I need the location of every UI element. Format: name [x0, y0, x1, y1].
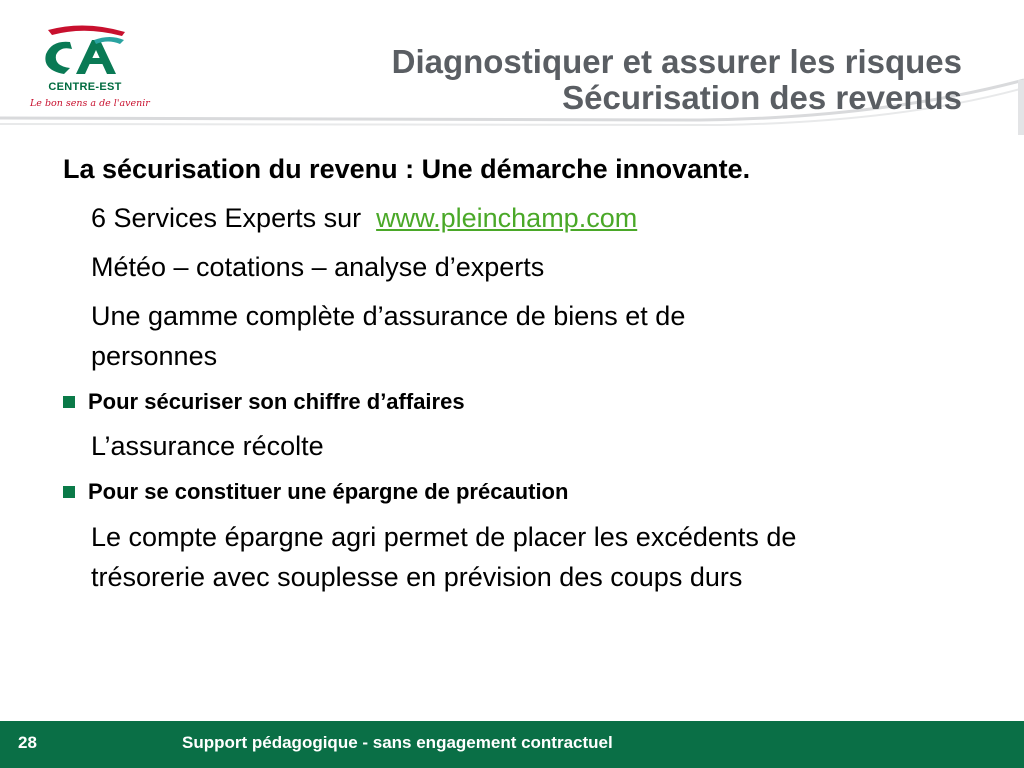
pleinchamp-link[interactable]: www.pleinchamp.com	[376, 203, 638, 233]
bullet-epargne-text: Pour se constituer une épargne de précaution	[88, 479, 569, 504]
logo-tagline: Le bon sens a de l'avenir	[30, 98, 150, 109]
list-item-compte-line2: trésorerie avec souplesse en prévision des coups durs	[91, 562, 743, 592]
slide-header	[0, 0, 1024, 135]
list-item-compte-line1: Le compte épargne agri permet de placer les excédents de	[91, 522, 797, 552]
logo-region-label: CENTRE-EST	[48, 81, 122, 93]
footer-disclaimer: Support pédagogique - sans engagement contractuel	[182, 733, 613, 752]
credit-agricole-logo	[30, 22, 150, 117]
list-item-assurance-recolte: L’assurance récolte	[91, 431, 324, 461]
square-bullet-icon	[63, 486, 75, 498]
slide-title-line2: Sécurisation des revenus	[562, 79, 962, 116]
square-bullet-icon	[63, 396, 75, 408]
list-item-services	[91, 203, 637, 234]
bullet-chiffre-affaires-text: Pour sécuriser son chiffre d’affaires	[88, 389, 465, 414]
page-number: 28	[18, 733, 37, 752]
list-item-gamme-line2: personnes	[91, 341, 218, 371]
services-text: 6 Services Experts sur	[91, 203, 362, 233]
list-item-meteo: Météo – cotations – analyse d’experts	[91, 252, 545, 282]
ca-logo-icon	[30, 22, 140, 82]
section-heading: La sécurisation du revenu : Une démarche innovante.	[63, 154, 751, 184]
bullet-chiffre-affaires	[63, 389, 465, 415]
list-item-gamme-line1: Une gamme complète d’assurance de biens et de	[91, 301, 686, 331]
slide-title	[392, 44, 962, 116]
slide-title-line1: Diagnostiquer et assurer les risques	[391, 43, 962, 80]
slide-footer	[0, 721, 1024, 768]
bullet-epargne	[63, 479, 568, 505]
